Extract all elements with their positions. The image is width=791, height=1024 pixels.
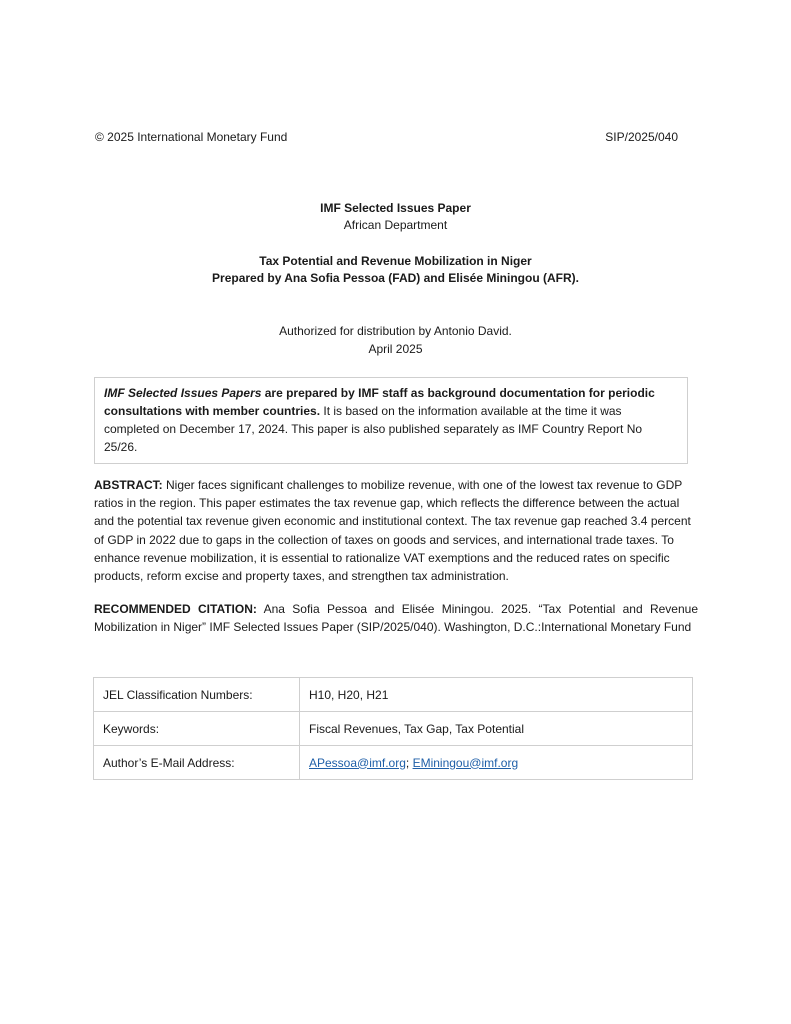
table-row [94, 712, 693, 746]
abstract-text: Niger faces significant challenges to mobilize revenue, with one of the lowest tax revenue to GDP ratios in the region. This paper estimates the tax revenue gap, which reflects the difference between the actual and the potential tax revenue given economic and institutional context. The tax revenue gap reached 3.4 percent of GDP in 2022 due to gaps in the collection of taxes on goods and services, and international trade taxes. To enhance revenue mobilization, it is essential to rationalize VAT exemptions and the reduced rates on specific products, reform excise and property taxes, and strengthen tax administration. [94, 478, 691, 584]
email-separator: ; [405, 755, 413, 770]
table-row [94, 746, 693, 780]
disclaimer-series-name: IMF Selected Issues Papers [104, 386, 262, 400]
email-link-pessoa[interactable]: APessoa@imf.org [309, 755, 406, 770]
series-title: IMF Selected Issues Paper [320, 201, 471, 215]
keywords-label: Keywords: [94, 712, 300, 746]
disclaimer-bold-text: are prepared by IMF staff as background documentation for periodic consultations with member countries. [104, 386, 655, 418]
citation-text: Ana Sofia Pessoa and Elisée Miningou. 2025. “Tax Potential and Revenue Mobilization in Niger” IMF Selected Issues Paper (SIP/2025/040). Washington, D.C.:International Monetary Fund [94, 602, 698, 634]
disclaimer-body: It is based on the information available at the time it was completed on December 17, 2024. This paper is also published separately as IMF Country Report No 25/26. [104, 404, 643, 454]
disclaimer-box [94, 377, 688, 464]
metadata-table [93, 677, 693, 780]
document-id: SIP/2025/040 [605, 130, 678, 144]
authors-line: Prepared by Ana Sofia Pessoa (FAD) and Elisée Miningou (AFR). [212, 271, 579, 285]
email-label: Author’s E-Mail Address: [94, 746, 300, 780]
email-link-miningou[interactable]: EMiningou@imf.org [412, 755, 519, 770]
department: African Department [343, 218, 448, 232]
email-value [300, 746, 693, 780]
header-line [95, 130, 678, 146]
jel-value: H10, H20, H21 [300, 678, 693, 712]
citation-label: RECOMMENDED CITATION: [94, 602, 257, 616]
citation-section [94, 600, 698, 636]
jel-label: JEL Classification Numbers: [94, 678, 300, 712]
abstract-label: ABSTRACT: [94, 478, 163, 492]
table-row [94, 678, 693, 712]
abstract-section [94, 476, 698, 585]
copyright-notice: © 2025 International Monetary Fund [95, 130, 288, 144]
paper-title: Tax Potential and Revenue Mobilization in Niger [259, 254, 532, 268]
authorization-line: Authorized for distribution by Antonio David. [279, 324, 512, 338]
keywords-value: Fiscal Revenues, Tax Gap, Tax Potential [300, 712, 693, 746]
publication-date: April 2025 [368, 342, 423, 356]
